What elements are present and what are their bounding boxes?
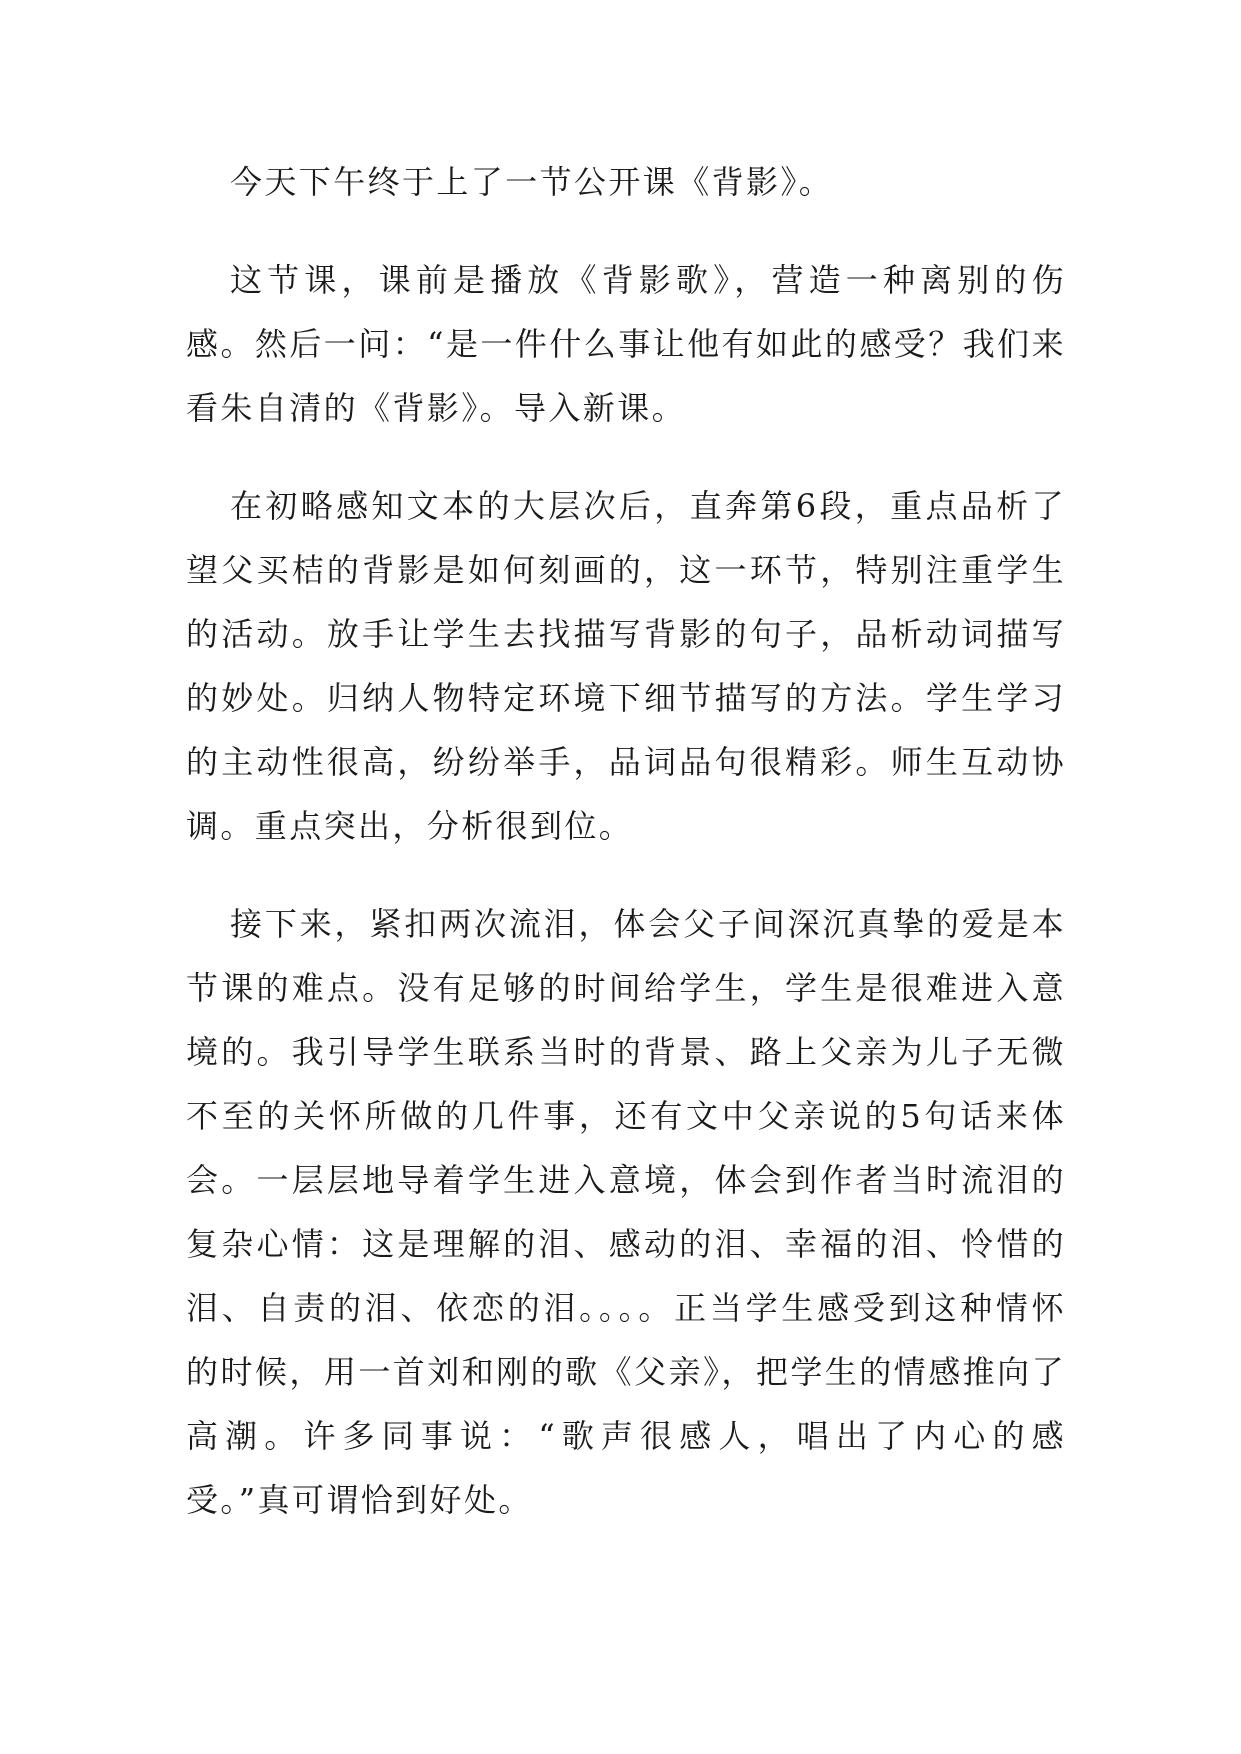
paragraph-2: 这节课，课前是播放《背影歌》，营造一种离别的伤感。然后一问：“是一件什么事让他有如此的感受？我们来看朱自清的《背影》。导入新课。 [186, 261, 1066, 427]
paragraph-3: 在初略感知文本的大层次后，直奔第6段，重点品析了望父买桔的背影是如何刻画的，这一环节，特别注重学生的活动。放手让学生去找描写背影的句子，品析动词描写的妙处。归纳人物特定环境下细节描写的方法。学生学习的主动性很高，纷纷举手，品词品句很精彩。师生互动协调。重点突出，分析很到位。 [186, 487, 1066, 845]
paragraph-1: 今天下午终于上了一节公开课《背影》。 [230, 163, 834, 201]
paragraph-4: 接下来，紧扣两次流泪，体会父子间深沉真挚的爱是本节课的难点。没有足够的时间给学生，学生是很难进入意境的。我引导学生联系当时的背景、路上父亲为儿子无微不至的关怀所做的几件事，还有文中父亲说的5句话来体会。一层层地导着学生进入意境，体会到作者当时流泪的复杂心情：这是理解的泪、感动的泪、幸福的泪、怜惜的泪、自责的泪、依恋的泪。。。。正当学生感受到这种情怀的时候，用一首刘和刚的歌《父亲》，把学生的情感推向了高潮。许多同事说：“歌声很感人，唱出了内心的感受。”真可谓恰到好处。 [186, 905, 1066, 1519]
document-body [186, 150, 1066, 1566]
